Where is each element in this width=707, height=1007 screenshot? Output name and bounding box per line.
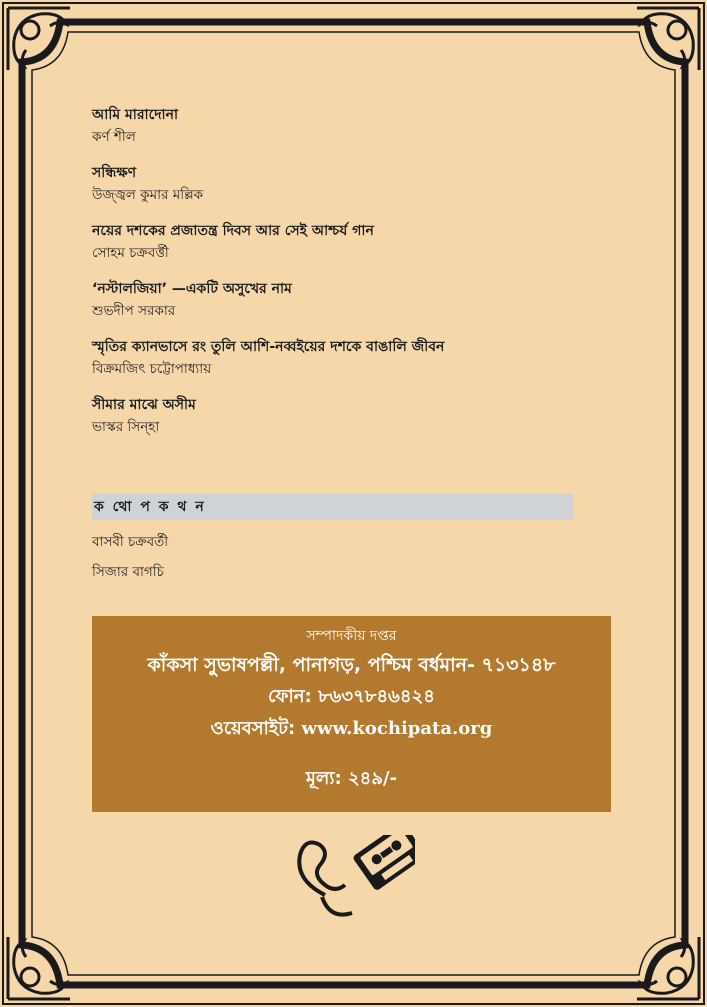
office-phone: ফোন: ৮৬৩৭৮৪৬৪২৪	[268, 686, 435, 707]
contents-entry	[92, 394, 592, 438]
entry-title: নয়ের দশকের প্রজাতন্ত্র দিবস আর সেই আশ্চর্য গান	[92, 223, 374, 239]
entry-author: কর্ণ শীল	[92, 129, 136, 145]
editorial-office-box	[92, 616, 611, 812]
contents-entry	[92, 278, 592, 322]
price-label: মূল্য: ২৪৯/-	[305, 768, 398, 789]
contents-entry	[92, 220, 592, 264]
entry-author: সোহম চক্রবর্ত্তী	[92, 245, 169, 261]
entry-author: শুভদীপ সরকার	[92, 303, 176, 319]
entry-title: সীমার মাঝে অসীম	[92, 397, 196, 413]
interviewee-name: বাসবী চক্রবর্তী	[92, 534, 169, 550]
entry-author: ভাস্কর সিন্‌হা	[92, 419, 160, 435]
contents-entry	[92, 104, 592, 148]
contents-entry	[92, 162, 592, 206]
interview-section-header: ক থো প ক থ ন	[92, 494, 573, 520]
website-label: ওয়েবসাইট:	[210, 718, 296, 739]
entry-author: বিক্রমজিৎ চট্টোপাধ্যায়	[92, 361, 212, 377]
contents-entry	[92, 336, 592, 380]
interviewee-name: সিজার বাগচি	[92, 564, 164, 580]
cassette-tape-icon	[290, 835, 415, 930]
website-url[interactable]: www.kochipata.org	[301, 718, 493, 739]
table-of-contents	[92, 104, 592, 452]
office-address: কাঁকসা সুভাষপল্লী, পানাগড়, পশ্চিম বর্ধমান- ৭১৩১৪৮	[147, 654, 556, 676]
interview-names	[92, 531, 168, 591]
office-website	[92, 716, 611, 742]
entry-title: সন্ধিক্ষণ	[92, 165, 137, 181]
office-heading: সম্পাদকীয় দপ্তর	[306, 628, 397, 644]
entry-title: স্মৃতির ক্যানভাসে রং তুলি আশি-নব্বইয়ের দশকে বাঙালি জীবন	[92, 339, 445, 355]
entry-author: উজ্জ্বল কুমার মল্লিক	[92, 187, 204, 203]
entry-title: আমি মারাদোনা	[92, 107, 179, 123]
entry-title: ‘নস্টালজিয়া’ —একটি অসুখের নাম	[92, 281, 292, 297]
